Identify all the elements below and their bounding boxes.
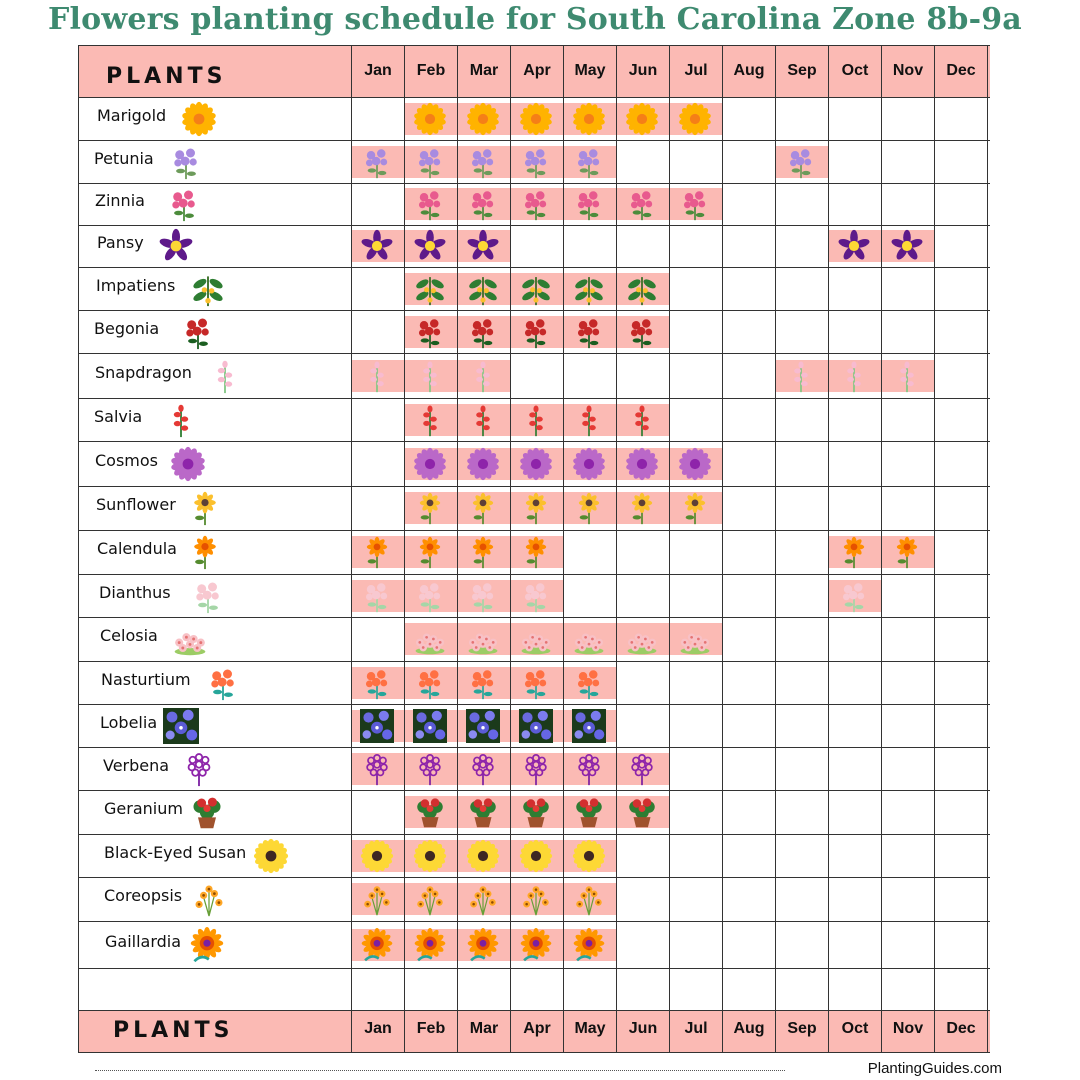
- plant-name: Nasturtium: [101, 669, 191, 689]
- sunflower-icon: [187, 490, 223, 526]
- plant-name: Celosia: [100, 626, 158, 645]
- grid-row-line: [78, 968, 990, 969]
- begonia-icon: [466, 315, 500, 349]
- plant-name: Snapdragon: [95, 362, 192, 382]
- sunflower-icon: [413, 491, 447, 525]
- grid-row-line: [78, 617, 990, 618]
- marigold-icon: [519, 102, 553, 136]
- grid-row-line: [78, 661, 990, 662]
- month-header-aug: Aug: [733, 62, 765, 79]
- gaillardia-icon: [413, 928, 447, 962]
- plant-name: Dianthus: [99, 582, 171, 602]
- month-header-feb: Feb: [416, 62, 446, 79]
- marigold-icon: [572, 102, 606, 136]
- grid-column-line: [934, 45, 935, 1052]
- plant-name: Black-Eyed Susan: [104, 842, 247, 862]
- lobelia-icon: [466, 709, 500, 743]
- pansy-icon: [360, 229, 394, 263]
- month-footer-apr: Apr: [523, 1020, 551, 1037]
- grid-row-line: [78, 921, 990, 922]
- month-header-sep: Sep: [787, 62, 817, 79]
- plants-footer-header: PLANTS: [113, 1018, 234, 1043]
- pansy-icon: [158, 228, 194, 264]
- verbena-icon: [181, 751, 217, 787]
- grid-row-line: [78, 1010, 990, 1011]
- grid-column-line: [616, 45, 617, 1052]
- snapdragon-icon: [207, 358, 243, 394]
- grid-row-line: [78, 747, 990, 748]
- pansy-icon: [890, 229, 924, 263]
- month-footer-feb: Feb: [416, 1020, 446, 1037]
- grid-row-line: [78, 353, 990, 354]
- begonia-icon: [180, 314, 216, 350]
- geranium-icon: [572, 795, 606, 829]
- lobelia-icon: [519, 709, 553, 743]
- verbena-icon: [360, 752, 394, 786]
- snapdragon-icon: [466, 359, 500, 393]
- impatiens-icon: [572, 272, 606, 306]
- impatiens-icon: [519, 272, 553, 306]
- grid-row-line: [78, 398, 990, 399]
- dianthus-icon: [360, 579, 394, 613]
- celosia-icon: [572, 622, 606, 656]
- dianthus-icon: [837, 579, 871, 613]
- sunflower-icon: [572, 491, 606, 525]
- month-footer-jul: Jul: [684, 1020, 708, 1037]
- cosmos-icon: [466, 447, 500, 481]
- month-header-dec: Dec: [946, 62, 976, 79]
- geranium-icon: [466, 795, 500, 829]
- grid-row-line: [78, 834, 990, 835]
- cosmos-icon: [519, 447, 553, 481]
- grid-row-line: [78, 1052, 990, 1053]
- celosia-icon: [413, 622, 447, 656]
- verbena-icon: [625, 752, 659, 786]
- zinnia-icon: [519, 187, 553, 221]
- snapdragon-icon: [360, 359, 394, 393]
- plant-name: Calendula: [97, 539, 177, 558]
- plant-name: Begonia: [94, 318, 160, 338]
- grid-column-line: [722, 45, 723, 1052]
- nasturtium-icon: [572, 666, 606, 700]
- plant-name: Cosmos: [95, 450, 159, 470]
- lobelia-icon: [413, 709, 447, 743]
- coreopsis-icon: [191, 881, 227, 917]
- calendula-icon: [187, 534, 223, 570]
- dianthus-icon: [466, 579, 500, 613]
- month-footer-nov: Nov: [892, 1020, 924, 1037]
- month-header-apr: Apr: [523, 62, 551, 79]
- dianthus-icon: [519, 579, 553, 613]
- grid-column-line: [669, 45, 670, 1052]
- plants-header: PLANTS: [106, 64, 227, 89]
- black-eyed-susan-icon: [253, 838, 289, 874]
- gaillardia-icon: [466, 928, 500, 962]
- month-footer-jan: Jan: [364, 1020, 392, 1037]
- celosia-icon: [519, 622, 553, 656]
- zinnia-icon: [572, 187, 606, 221]
- coreopsis-icon: [572, 882, 606, 916]
- salvia-icon: [163, 402, 199, 438]
- snapdragon-icon: [784, 359, 818, 393]
- sunflower-icon: [678, 491, 712, 525]
- verbena-icon: [572, 752, 606, 786]
- grid-row-line: [78, 225, 990, 226]
- verbena-icon: [519, 752, 553, 786]
- grid-column-line: [987, 45, 988, 1052]
- zinnia-icon: [678, 187, 712, 221]
- plant-name: Lobelia: [100, 712, 158, 732]
- lobelia-icon: [360, 709, 394, 743]
- grid-column-line: [457, 45, 458, 1052]
- coreopsis-icon: [466, 882, 500, 916]
- grid-row-line: [78, 97, 990, 98]
- nasturtium-icon: [519, 666, 553, 700]
- verbena-icon: [466, 752, 500, 786]
- salvia-icon: [466, 403, 500, 437]
- geranium-icon: [519, 795, 553, 829]
- page-title: Flowers planting schedule for South Carolina Zone 8b-9a: [48, 2, 1022, 37]
- pansy-icon: [466, 229, 500, 263]
- month-header-jan: Jan: [364, 62, 392, 79]
- plant-name: Marigold: [97, 105, 167, 125]
- salvia-icon: [625, 403, 659, 437]
- calendula-icon: [466, 535, 500, 569]
- black-eyed-susan-icon: [466, 839, 500, 873]
- grid-left-border: [78, 45, 79, 1052]
- month-footer-mar: Mar: [469, 1020, 499, 1037]
- celosia-icon: [466, 622, 500, 656]
- calendula-icon: [413, 535, 447, 569]
- grid-row-line: [78, 790, 990, 791]
- month-footer-jun: Jun: [628, 1020, 658, 1037]
- month-footer-may: May: [574, 1020, 606, 1037]
- zinnia-icon: [166, 186, 202, 222]
- grid-row-line: [78, 574, 990, 575]
- calendula-icon: [837, 535, 871, 569]
- gaillardia-icon: [519, 928, 553, 962]
- plant-name: Coreopsis: [104, 886, 183, 905]
- petunia-icon: [519, 145, 553, 179]
- zinnia-icon: [413, 187, 447, 221]
- celosia-icon: [625, 622, 659, 656]
- petunia-icon: [168, 144, 204, 180]
- grid-column-line: [510, 45, 511, 1052]
- snapdragon-icon: [413, 359, 447, 393]
- dianthus-icon: [190, 578, 226, 614]
- sunflower-icon: [625, 491, 659, 525]
- grid-row-line: [78, 704, 990, 705]
- petunia-icon: [466, 145, 500, 179]
- celosia-icon: [172, 621, 208, 657]
- impatiens-icon: [466, 272, 500, 306]
- zinnia-icon: [625, 187, 659, 221]
- plant-name: Geranium: [104, 799, 183, 818]
- marigold-icon: [678, 102, 712, 136]
- grid-row-line: [78, 441, 990, 442]
- black-eyed-susan-icon: [519, 839, 553, 873]
- begonia-icon: [625, 315, 659, 349]
- begonia-icon: [519, 315, 553, 349]
- calendula-icon: [519, 535, 553, 569]
- plant-name: Sunflower: [96, 495, 176, 514]
- coreopsis-icon: [519, 882, 553, 916]
- sunflower-icon: [519, 491, 553, 525]
- grid-row-line: [78, 267, 990, 268]
- month-header-jun: Jun: [628, 62, 658, 79]
- month-footer-sep: Sep: [787, 1020, 817, 1037]
- grid-column-line: [828, 45, 829, 1052]
- month-footer-oct: Oct: [841, 1020, 869, 1037]
- cosmos-icon: [170, 446, 206, 482]
- calendula-icon: [890, 535, 924, 569]
- salvia-icon: [572, 403, 606, 437]
- grid-column-line: [881, 45, 882, 1052]
- month-footer-dec: Dec: [946, 1020, 976, 1037]
- marigold-icon: [625, 102, 659, 136]
- grid-column-line: [351, 45, 352, 1052]
- plant-name: Pansy: [97, 233, 144, 252]
- grid-column-line: [563, 45, 564, 1052]
- impatiens-icon: [625, 272, 659, 306]
- salvia-icon: [413, 403, 447, 437]
- grid-row-line: [78, 486, 990, 487]
- cosmos-icon: [413, 447, 447, 481]
- nasturtium-icon: [205, 665, 241, 701]
- zinnia-icon: [466, 187, 500, 221]
- black-eyed-susan-icon: [360, 839, 394, 873]
- verbena-icon: [413, 752, 447, 786]
- grid-row-line: [78, 877, 990, 878]
- grid-row-line: [78, 140, 990, 141]
- footer-site-name: PlantingGuides.com: [867, 1060, 1002, 1077]
- nasturtium-icon: [413, 666, 447, 700]
- cosmos-icon: [625, 447, 659, 481]
- begonia-icon: [413, 315, 447, 349]
- footer-divider: [95, 1070, 785, 1071]
- black-eyed-susan-icon: [413, 839, 447, 873]
- calendula-icon: [360, 535, 394, 569]
- month-header-mar: Mar: [469, 62, 499, 79]
- nasturtium-icon: [466, 666, 500, 700]
- petunia-icon: [413, 145, 447, 179]
- marigold-icon: [466, 102, 500, 136]
- lobelia-icon: [163, 708, 199, 744]
- pansy-icon: [837, 229, 871, 263]
- marigold-icon: [413, 102, 447, 136]
- impatiens-icon: [413, 272, 447, 306]
- plant-name: Verbena: [103, 755, 170, 775]
- impatiens-icon: [190, 271, 226, 307]
- month-header-nov: Nov: [892, 62, 924, 79]
- sunflower-icon: [466, 491, 500, 525]
- grid-row-line: [78, 45, 990, 46]
- plant-name: Salvia: [94, 406, 143, 426]
- pansy-icon: [413, 229, 447, 263]
- grid-row-line: [78, 183, 990, 184]
- gaillardia-icon: [360, 928, 394, 962]
- coreopsis-icon: [413, 882, 447, 916]
- plant-name: Gaillardia: [105, 931, 182, 951]
- cosmos-icon: [678, 447, 712, 481]
- gaillardia-icon: [572, 928, 606, 962]
- petunia-icon: [360, 145, 394, 179]
- dianthus-icon: [413, 579, 447, 613]
- grid-column-line: [775, 45, 776, 1052]
- salvia-icon: [519, 403, 553, 437]
- grid-row-line: [78, 310, 990, 311]
- gaillardia-icon: [189, 927, 225, 963]
- coreopsis-icon: [360, 882, 394, 916]
- month-footer-aug: Aug: [733, 1020, 765, 1037]
- black-eyed-susan-icon: [572, 839, 606, 873]
- geranium-icon: [189, 794, 225, 830]
- begonia-icon: [572, 315, 606, 349]
- celosia-icon: [678, 622, 712, 656]
- plant-name: Zinnia: [95, 191, 145, 210]
- month-header-oct: Oct: [841, 62, 869, 79]
- petunia-icon: [572, 145, 606, 179]
- snapdragon-icon: [890, 359, 924, 393]
- grid-row-line: [78, 530, 990, 531]
- lobelia-icon: [572, 709, 606, 743]
- petunia-icon: [784, 145, 818, 179]
- month-header-jul: Jul: [684, 62, 708, 79]
- plant-name: Impatiens: [96, 275, 176, 295]
- grid-column-line: [404, 45, 405, 1052]
- geranium-icon: [413, 795, 447, 829]
- geranium-icon: [625, 795, 659, 829]
- month-header-may: May: [574, 62, 606, 79]
- cosmos-icon: [572, 447, 606, 481]
- nasturtium-icon: [360, 666, 394, 700]
- marigold-icon: [181, 101, 217, 137]
- snapdragon-icon: [837, 359, 871, 393]
- plant-name: Petunia: [94, 148, 154, 168]
